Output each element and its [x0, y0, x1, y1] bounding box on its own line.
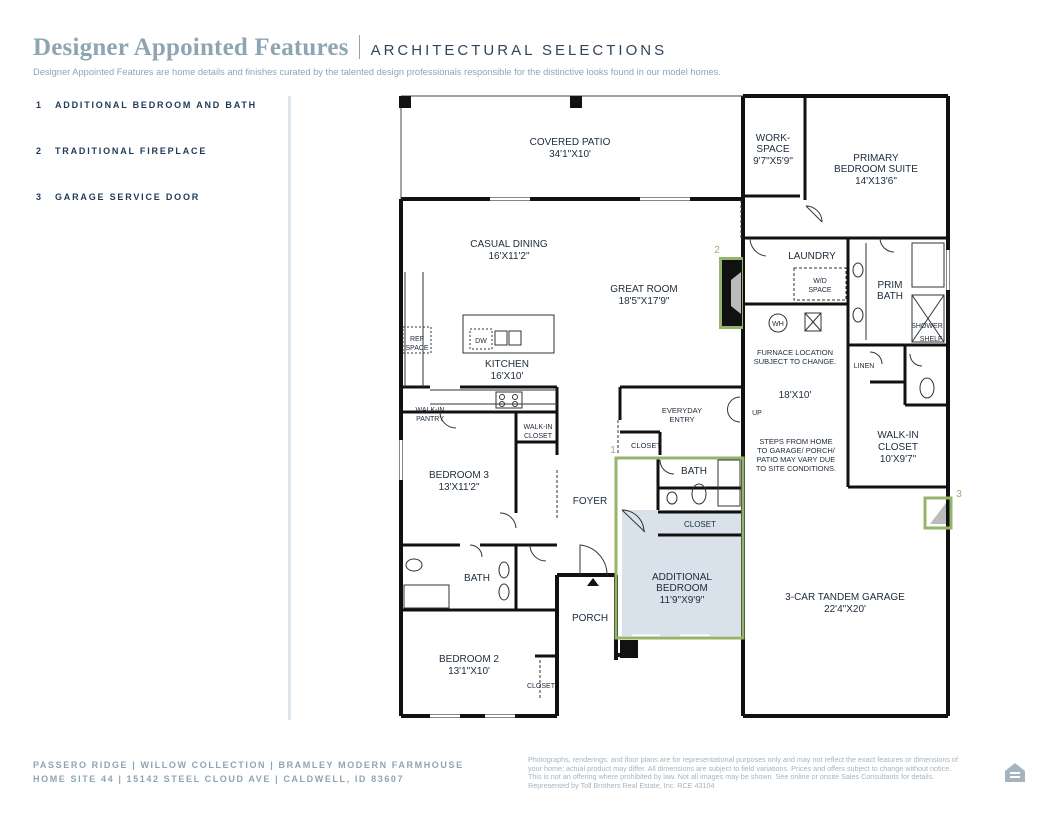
covered-patio-label: COVERED PATIO — [529, 137, 611, 148]
bedroom3-dim: 13'X11'2" — [438, 482, 480, 493]
walkin-pantry-label: WALK-IN — [415, 407, 445, 414]
additional-bedroom-label: ADDITIONAL — [651, 572, 713, 583]
bedroom2-label: BEDROOM 2 — [438, 654, 500, 665]
bath-label: BATH — [464, 573, 490, 584]
footer-community: PASSERO RIDGE | WILLOW COLLECTION | BRAMLEY MODERN FARMHOUSE — [33, 760, 464, 770]
closet-label: CLOSET — [526, 683, 556, 690]
ref-space-label: SPACE — [405, 345, 429, 352]
disclaimer-line: your home; actual product may differ. All dimensions are subject to field variations. Prices and offers subject to change without notice. — [528, 763, 952, 773]
workspace-label: SPACE — [756, 144, 790, 155]
page-description: Designer Appointed Features are home details and finishes curated by the talented design professionals responsible for the distinctive looks found in our model homes. — [33, 67, 721, 77]
entry-arrow — [587, 578, 599, 586]
wd-space-label: W/D — [813, 278, 827, 285]
bedroom2-dim: 13'1"X10' — [448, 666, 490, 677]
porch-column — [620, 640, 638, 658]
shelf-label: SHELF — [919, 336, 943, 343]
disclaimer-line: Represented by Toll Brothers Real Estate, Inc. RCE 43104 — [528, 781, 715, 791]
walkin-closet-dim: 10'X9'7" — [879, 454, 917, 465]
walkin-closet-small-label: WALK-IN — [523, 424, 553, 431]
primary-suite-label: PRIMARY — [853, 153, 899, 164]
patio-column — [570, 96, 582, 108]
additional-bedroom-dim: 11'9"X9'9" — [659, 595, 705, 606]
foyer-label: FOYER — [572, 496, 608, 507]
feature-label: ADDITIONAL BEDROOM AND BATH — [55, 100, 257, 110]
footer-address: HOME SITE 44 | 15142 STEEL CLOUD AVE | CALDWELL, ID 83607 — [33, 774, 405, 784]
garage-label: 3-CAR TANDEM GARAGE — [785, 592, 905, 603]
closet-label: CLOSET — [683, 520, 717, 529]
walkin-pantry-label: PANTRY — [416, 416, 444, 423]
feature-item-2 — [36, 146, 207, 156]
everyday-entry-label: ENTRY — [669, 415, 695, 424]
page-title: Designer Appointed Features — [33, 34, 349, 61]
additional-bedroom-label: BEDROOM — [656, 583, 708, 594]
feature-item-3 — [36, 192, 200, 202]
ref-space-label: REF — [410, 336, 424, 343]
patio-column — [399, 96, 411, 108]
feature-number: 1 — [36, 100, 43, 110]
kitchen-dim: 16'X10' — [490, 371, 524, 382]
casual-dining-label: CASUAL DINING — [470, 239, 548, 250]
disclaimer — [528, 756, 994, 791]
furnace-note: SUBJECT TO CHANGE. — [753, 357, 837, 366]
bedroom3-label: BEDROOM 3 — [428, 470, 490, 481]
wd-space-label: SPACE — [808, 287, 832, 294]
feature-number: 2 — [36, 146, 43, 156]
dishwasher-label: DW — [475, 338, 487, 345]
mudroom-dim: 18'X10' — [778, 390, 812, 401]
disclaimer-line: This is not an offering where prohibited by law. Not all images may be shown. See online or onsite Sales Consultants for details. — [528, 772, 935, 782]
steps-note: TO GARAGE/ PORCH/ — [757, 446, 835, 455]
shower-label: SHOWER — [911, 323, 943, 330]
steps-note: TO SITE CONDITIONS. — [755, 464, 837, 473]
title-divider — [359, 35, 360, 59]
primary-suite-dim: 14'X13'6" — [855, 176, 897, 187]
workspace-label: WORK- — [755, 133, 791, 144]
steps-note: PATIO MAY VARY DUE — [756, 455, 836, 464]
furnace-note: FURNACE LOCATION — [756, 348, 834, 357]
feature-label: TRADITIONAL FIREPLACE — [55, 146, 208, 156]
disclaimer-line: Photographs, renderings, and floor plans are for representational purposes only and may not reflect the exact features or dimensions of — [528, 755, 958, 764]
equal-housing-icon — [1002, 760, 1028, 786]
great-room-label: GREAT ROOM — [610, 284, 678, 295]
porch-label: PORCH — [571, 613, 609, 624]
closet-label: CLOSET — [630, 441, 662, 450]
sidebar-divider — [288, 96, 291, 720]
up-label: UP — [752, 410, 762, 417]
everyday-entry-label: EVERYDAY — [661, 406, 703, 415]
casual-dining-dim: 16'X11'2" — [488, 251, 530, 262]
workspace-dim: 9'7"X5'9" — [753, 156, 793, 167]
covered-patio-dim: 34'1"X10' — [549, 149, 591, 160]
garage-dim: 22'4"X20' — [824, 604, 866, 615]
feature-marker-1: 1 — [610, 445, 616, 456]
feature-label: GARAGE SERVICE DOOR — [55, 192, 201, 202]
primary-suite-label: BEDROOM SUITE — [834, 164, 918, 175]
steps-note: STEPS FROM HOME — [759, 437, 833, 446]
feature-item-1 — [36, 100, 257, 110]
page-header — [33, 34, 667, 62]
prim-bath-label: BATH — [877, 291, 903, 302]
laundry-label: LAUNDRY — [788, 251, 836, 262]
linen-label: LINEN — [853, 363, 875, 370]
kitchen-label: KITCHEN — [485, 359, 529, 370]
walkin-closet-label: WALK-IN — [877, 430, 919, 441]
floor-plan — [390, 88, 970, 728]
feature-marker-3: 3 — [956, 489, 962, 500]
prim-bath-label: PRIM — [877, 280, 903, 291]
fireplace — [719, 257, 743, 329]
walkin-closet-small-label: CLOSET — [523, 433, 553, 440]
bath-label: BATH — [681, 466, 707, 477]
feature-number: 3 — [36, 192, 43, 202]
walkin-closet-label: CLOSET — [877, 442, 919, 453]
feature-marker-2: 2 — [714, 245, 720, 256]
great-room-dim: 18'5"X17'9" — [618, 296, 670, 307]
water-heater-label: WH — [772, 321, 784, 328]
page-subtitle: ARCHITECTURAL SELECTIONS — [370, 42, 668, 59]
